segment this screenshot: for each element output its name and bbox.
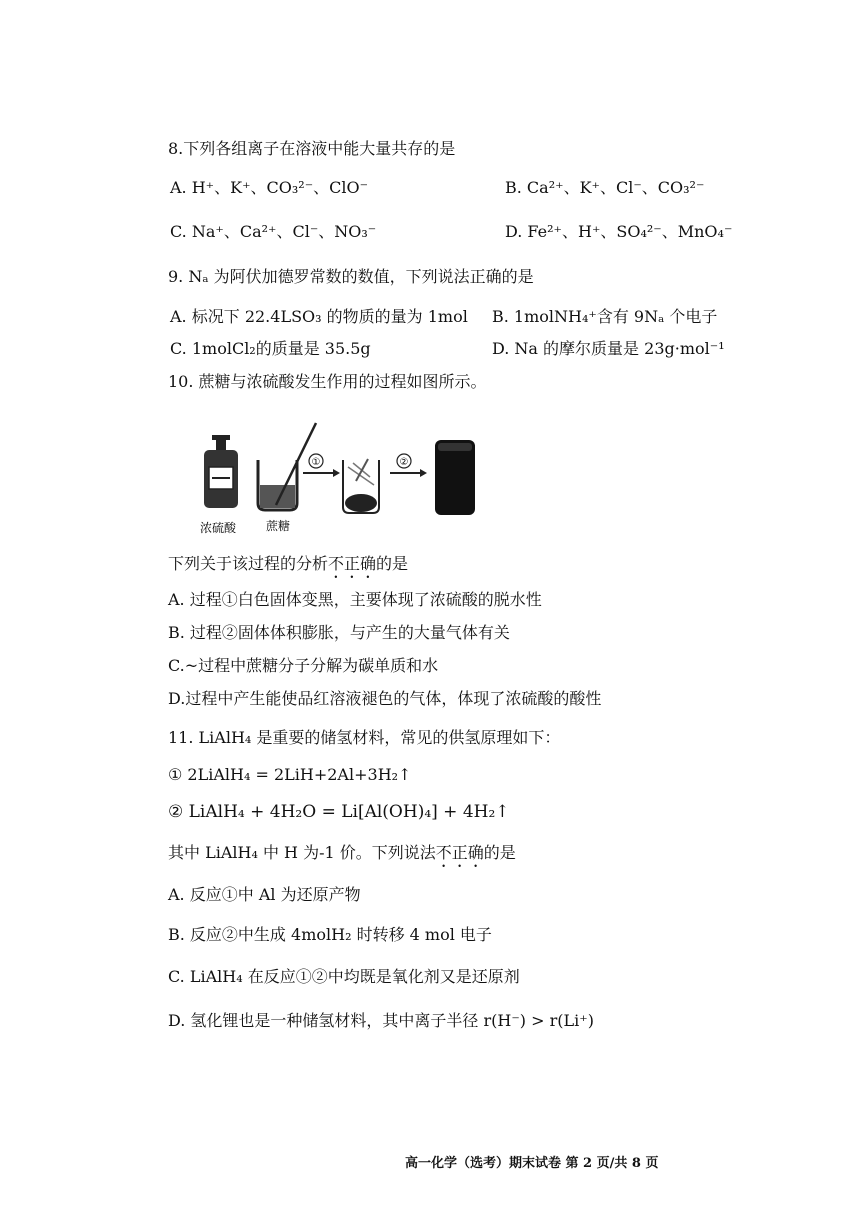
- q11-substem: 其中 LiAlH₄ 中 H 为-1 价。下列说法不正确的是: [168, 843, 516, 862]
- q8-option-b: B. Ca²⁺、K⁺、Cl⁻、CO₃²⁻: [505, 178, 705, 197]
- acid-label: 浓硫酸: [199, 521, 237, 535]
- q9-option-b: B. 1molNH₄⁺含有 9Nₐ 个电子: [492, 307, 718, 326]
- q8-option-c: C. Na⁺、Ca²⁺、Cl⁻、NO₃⁻: [170, 222, 377, 241]
- sucrose-sulfuric-acid-figure: [198, 415, 478, 540]
- q8-stem: 8.下列各组离子在溶液中能大量共存的是: [168, 139, 456, 158]
- q8-option-a: A. H⁺、K⁺、CO₃²⁻、ClO⁻: [170, 178, 369, 197]
- step2-label: ②: [399, 457, 409, 468]
- experiment-diagram: [198, 415, 478, 540]
- q9-option-d: D. Na 的摩尔质量是 23g·mol⁻¹: [492, 339, 725, 358]
- page-footer: 高一化学（选考）期末试卷 第 2 页/共 8 页: [405, 1156, 659, 1171]
- q11-option-d: D. 氢化锂也是一种储氢材料，其中离子半径 r(H⁻) > r(Li⁺): [168, 1011, 594, 1030]
- step1-arrow: [303, 454, 340, 477]
- q10-substem: 下列关于该过程的分析不正确的是: [168, 554, 409, 573]
- q10-option-d: D.过程中产生能使品红溶液褪色的气体，体现了浓硫酸的酸性: [168, 689, 602, 708]
- q9-stem: 9. Nₐ 为阿伏加德罗常数的数值，下列说法正确的是: [168, 267, 534, 286]
- q11-option-a: A. 反应①中 Al 为还原产物: [168, 885, 361, 904]
- step1-label: ①: [311, 457, 321, 468]
- q8-option-d: D. Fe²⁺、H⁺、SO₄²⁻、MnO₄⁻: [505, 222, 733, 241]
- q10-option-a: A. 过程①白色固体变黑，主要体现了浓硫酸的脱水性: [168, 590, 542, 609]
- emphasis-not-correct: 不正确: [328, 554, 377, 573]
- acid-bottle-icon: [204, 435, 238, 508]
- q11-equation-1: ① 2LiAlH₄ = 2LiH+2Al+3H₂↑: [168, 765, 412, 784]
- q10-option-b: B. 过程②固体体积膨胀，与产生的大量气体有关: [168, 623, 510, 642]
- q9-option-a: A. 标况下 22.4LSO₃ 的物质的量为 1mol: [170, 307, 468, 326]
- q9-option-c: C. 1molCl₂的质量是 35.5g: [170, 339, 371, 358]
- q11-option-c: C. LiAlH₄ 在反应①②中均既是氧化剂又是还原剂: [168, 967, 520, 986]
- q11-option-b: B. 反应②中生成 4molH₂ 时转移 4 mol 电子: [168, 925, 492, 944]
- q11-equation-2: ② LiAlH₄ + 4H₂O = Li[Al(OH)₄] + 4H₂↑: [168, 802, 510, 822]
- reacting-beaker-icon: [343, 459, 379, 513]
- sugar-label: 蔗糖: [265, 519, 291, 533]
- emphasis-not-correct: 不正确: [435, 843, 484, 862]
- q10-option-c: C.~过程中蔗糖分子分解为碳单质和水: [168, 656, 439, 675]
- carbon-column-icon: [435, 440, 475, 515]
- step2-arrow: [390, 454, 427, 477]
- beaker-with-sugar-icon: [258, 423, 316, 510]
- q11-stem: 11. LiAlH₄ 是重要的储氢材料，常见的供氢原理如下：: [168, 728, 561, 747]
- q10-stem: 10. 蔗糖与浓硫酸发生作用的过程如图所示。: [168, 372, 487, 391]
